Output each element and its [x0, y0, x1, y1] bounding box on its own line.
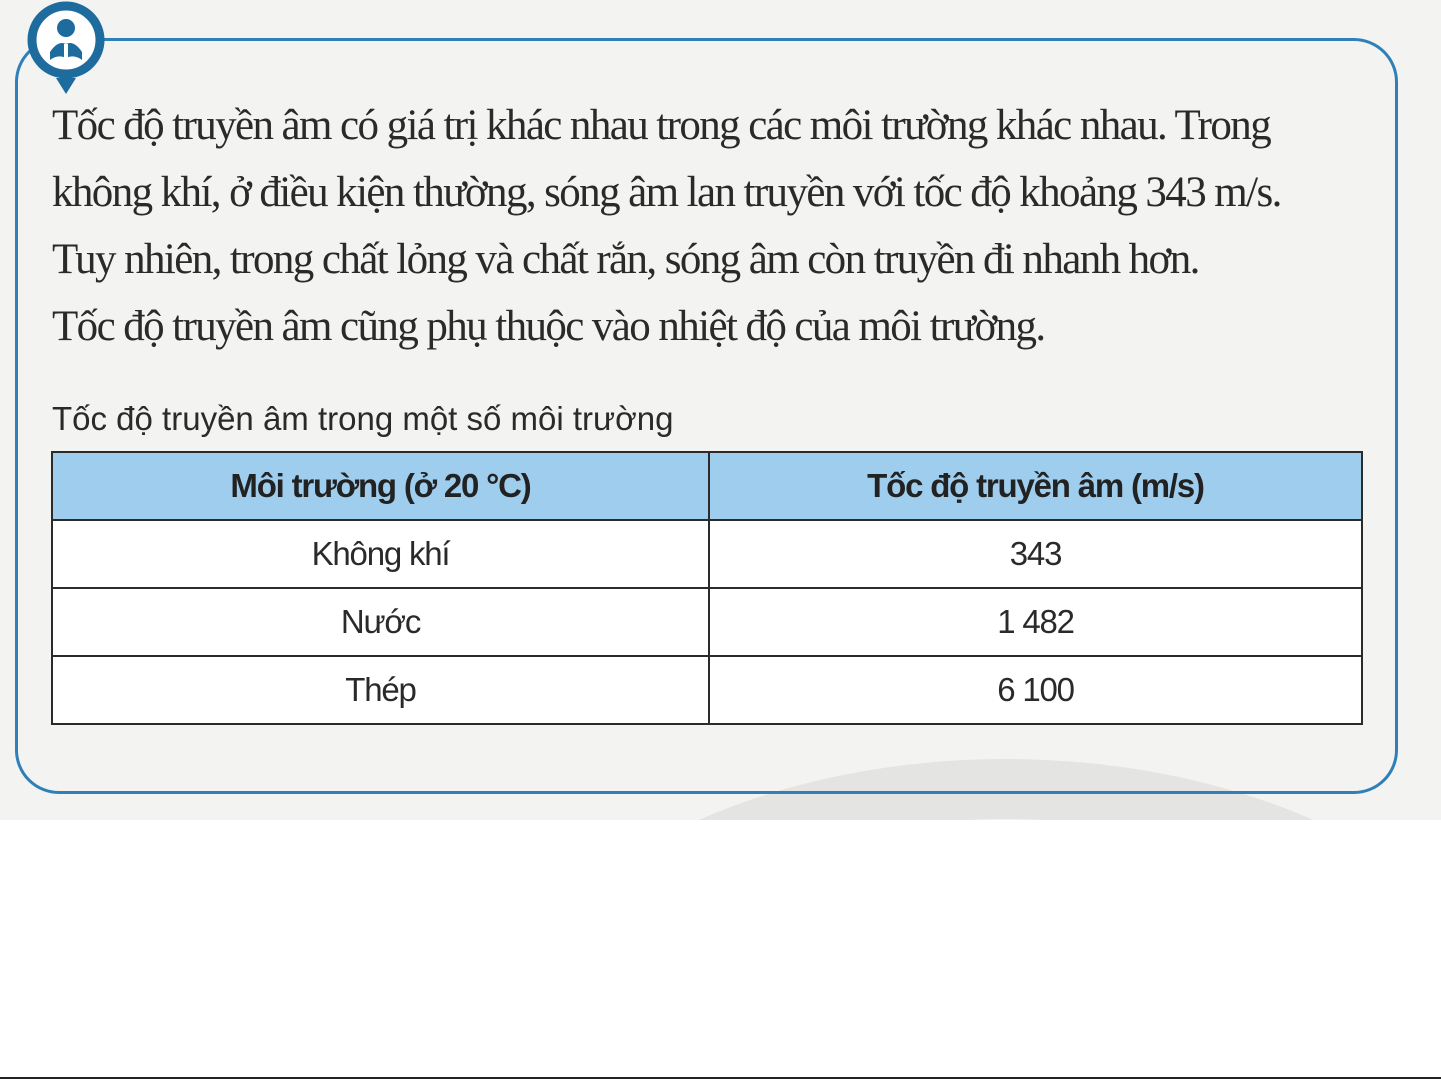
medium-cell: Nước	[52, 588, 709, 656]
table-row	[52, 520, 1362, 588]
paragraph-line: Tốc độ truyền âm có giá trị khác nhau trong các môi trường khác nhau. Trong	[52, 102, 1271, 149]
table-caption: Tốc độ truyền âm trong một số môi trường	[52, 400, 674, 437]
table-row	[52, 588, 1362, 656]
header-medium: Môi trường (ở 20 °C)	[52, 452, 709, 520]
paragraph-line: không khí, ở điều kiện thường, sóng âm lan truyền với tốc độ khoảng 343 m/s.	[52, 169, 1281, 216]
reader-icon	[18, 0, 114, 96]
intro-paragraph	[52, 92, 1372, 360]
medium-cell: Không khí	[52, 520, 709, 588]
speed-cell: 6 100	[709, 656, 1362, 724]
paragraph-line: Tuy nhiên, trong chất lỏng và chất rắn, sóng âm còn truyền đi nhanh hơn.	[52, 236, 1199, 283]
paragraph-line: Tốc độ truyền âm cũng phụ thuộc vào nhiệt độ của môi trường.	[52, 303, 1045, 350]
header-speed: Tốc độ truyền âm (m/s)	[709, 452, 1362, 520]
speed-cell: 343	[709, 520, 1362, 588]
table-row	[52, 656, 1362, 724]
table-header-row	[52, 452, 1362, 520]
medium-cell: Thép	[52, 656, 709, 724]
bottom-rule	[0, 1077, 1441, 1079]
sound-speed-table	[51, 451, 1363, 725]
speed-cell: 1 482	[709, 588, 1362, 656]
